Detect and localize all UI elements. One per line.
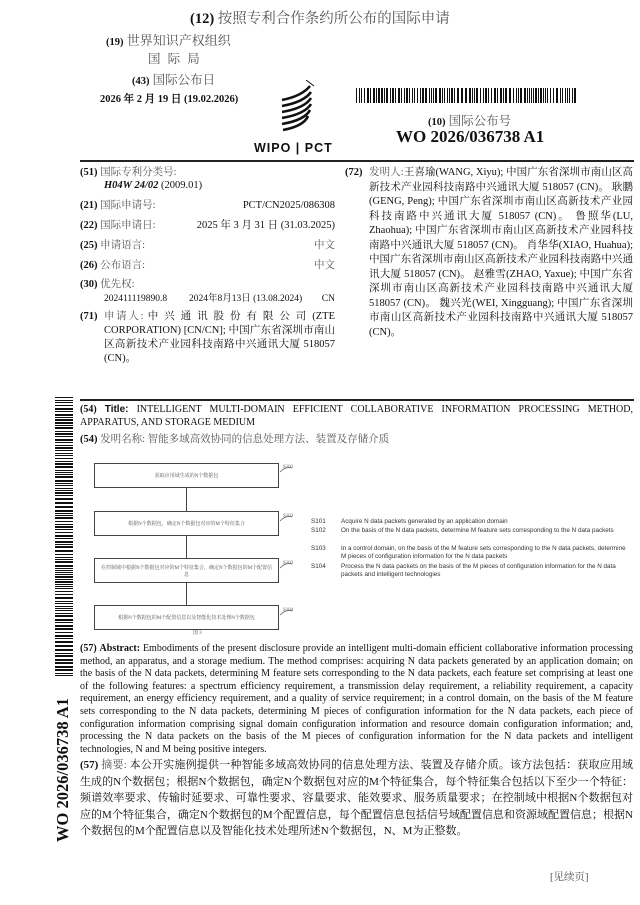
barcode-bar — [55, 655, 73, 657]
applicant-num: (71) — [80, 311, 98, 322]
barcode-bar — [395, 88, 396, 103]
barcode-bar — [451, 88, 453, 103]
barcode-bar — [422, 88, 424, 103]
barcode-bar — [533, 88, 534, 103]
barcode-bar — [55, 591, 73, 592]
flow-connectors — [270, 460, 310, 640]
publication-date-value: 2026 年 2 月 19 日 (19.02.2026) — [100, 94, 239, 105]
barcode-bar — [465, 88, 467, 103]
barcode-bar — [55, 666, 73, 668]
barcode-bar — [55, 427, 73, 429]
barcode-bar — [55, 485, 73, 486]
barcode-bar — [55, 419, 73, 421]
barcode-bar — [55, 574, 73, 575]
barcode-bar — [55, 466, 73, 468]
barcode-bar — [55, 397, 73, 398]
side-publication-number: WO 2026/036738 A1 — [53, 698, 72, 842]
barcode-bar — [469, 88, 471, 103]
barcode-bar — [55, 455, 73, 456]
header-divider — [80, 160, 634, 162]
barcode-bar — [429, 88, 430, 103]
barcode-bar — [524, 88, 526, 103]
applicant-text: 中 兴 通 讯 股 份 有 限 公 司 (ZTE CORPORATION) [CN/CN]; 中国广东省深圳市南山区高新技术产业园科技南路中兴通讯大厦 518057 (CN)。 — [104, 311, 336, 364]
barcode-bar — [531, 88, 532, 103]
barcode-bar — [55, 641, 73, 643]
barcode-bar — [367, 88, 369, 103]
barcode-bar — [55, 535, 73, 537]
organization-name: 世界知识产权组织 — [126, 33, 231, 48]
flow-arrow-2 — [186, 536, 187, 558]
barcode-bar — [55, 470, 73, 471]
applicant-label: 申请人: — [104, 311, 144, 322]
barcode-bar — [55, 606, 73, 607]
figure-legend — [311, 518, 631, 582]
inventors-num: (72) — [345, 167, 363, 178]
barcode-bar — [425, 88, 427, 103]
publication-language-label: 公布语言: — [100, 260, 146, 271]
title-cn-num: (54) — [80, 434, 98, 445]
barcode-bar — [55, 597, 73, 599]
barcode-bar — [55, 625, 73, 627]
legend-text: Process the N data packets on the basis of the M pieces of configuration information for the N data packets and intelligent technologies — [341, 563, 616, 578]
application-date-num: (22) — [80, 220, 98, 231]
barcode-bar — [55, 579, 73, 580]
abstract-english — [80, 643, 633, 756]
barcode-bar — [454, 88, 455, 103]
barcode-bar — [505, 88, 507, 103]
priority-label: 优先权: — [100, 279, 135, 290]
flow-label-s103: S103 — [283, 561, 294, 566]
barcode-bar — [55, 472, 73, 473]
flow-arrow-3 — [186, 583, 187, 605]
barcode-bar — [55, 538, 73, 539]
barcode-bar — [497, 88, 498, 103]
barcode-bar — [55, 405, 73, 406]
barcode-bar — [55, 603, 73, 604]
barcode-bar — [55, 532, 73, 533]
barcode-bar — [509, 88, 511, 103]
barcode-bar — [55, 411, 73, 412]
title-num: (54) — [80, 404, 97, 415]
wipo-logo — [254, 80, 368, 155]
title-cn-value: 智能多域高效协同的信息处理方法、装置及存储介质 — [147, 434, 390, 445]
priority-num: (30) — [80, 279, 98, 290]
barcode-bar — [55, 521, 73, 522]
figure-caption: 图 3 — [193, 631, 202, 636]
barcode-bar — [55, 550, 73, 552]
filing-language-num: (25) — [80, 240, 98, 251]
application-number-value: PCT/CN2025/086308 — [242, 200, 335, 211]
barcode-bar — [55, 622, 73, 623]
barcode-bar — [378, 88, 380, 103]
barcode-bar — [370, 88, 371, 103]
wipo-pct-text: WIPO | PCT — [254, 141, 333, 155]
barcode-bar — [562, 88, 563, 103]
title-en-label: Title: — [104, 404, 129, 415]
barcode-bar — [412, 88, 413, 103]
barcode-bar — [449, 88, 450, 103]
barcode-bar — [527, 88, 528, 103]
barcode-bar — [529, 88, 530, 103]
continued-note: [见续页] — [550, 872, 589, 883]
abstract-cn-text: 本公开实施例提供一种智能多域高效协同的信息处理方法、装置及存储介质。该方法包括：获取应用域生成的N个数据包；根据N个数据包，确定N个数据包对应的M个特征集合，每个特征集合包括以下至少一个特征：频谱效率要求、传输时延要求、可靠性要求、容量要求、能效要求、服务质量要求；在控制域中根据N个数据包对应的M个特征集合，确定N个数据包的M个配置信息，每个配置信息包括信号域配置信息和资源域配置信息；根据N个数据包的M个配置信息以及智能化技术处理所述N个数据包，N、M为正整数。 — [80, 759, 634, 837]
barcode-bar — [491, 88, 492, 103]
document-type-text: 按照专利合作条约所公布的国际申请 — [217, 11, 450, 27]
barcode-bar — [55, 445, 73, 446]
barcode-bar — [376, 88, 377, 103]
barcode-bar — [435, 88, 437, 103]
barcode-bar — [55, 588, 73, 589]
legend-text: Acquire N data packets generated by an application domain — [341, 518, 508, 525]
barcode-bar — [381, 88, 383, 103]
flow-box-s102: 根据N个数据包，确定N个数据包对应的M个特征集合 — [94, 511, 279, 536]
barcode-bar — [55, 669, 73, 671]
barcode-bar — [550, 88, 551, 103]
barcode-bar — [474, 88, 475, 103]
barcode-bar — [55, 586, 73, 587]
barcode-bar — [565, 88, 566, 103]
barcode-bar — [503, 88, 504, 103]
applicant-field — [80, 310, 335, 366]
filing-language-label: 申请语言: — [100, 240, 146, 251]
barcode-bar — [55, 601, 73, 602]
application-date-value: 2025 年 3 月 31 日 (31.03.2025) — [196, 220, 335, 231]
barcode-bar — [55, 576, 73, 578]
publication-date-number: (43) — [132, 76, 150, 87]
barcode-bar — [543, 88, 544, 103]
barcode-bar — [55, 476, 73, 478]
wipo-globe-icon — [280, 80, 320, 138]
barcode-bar — [55, 529, 73, 530]
filing-language-field — [80, 239, 335, 252]
barcode-bar — [560, 88, 561, 103]
barcode-bar — [390, 88, 391, 103]
barcode-bar — [55, 414, 73, 416]
barcode-bar — [55, 515, 73, 516]
publication-language-num: (26) — [80, 260, 98, 271]
legend-text: In a control domain, on the basis of the M feature sets corresponding to the N data packets, determine M pieces of configuration information for the N data packets — [341, 545, 626, 560]
inventors-label: 发明人: — [369, 167, 404, 178]
barcode-bar — [55, 422, 73, 424]
flow-box-s104: 根据N个数据包的M个配置信息以及智能化技术处理N个数据包 — [94, 605, 279, 630]
title-divider — [80, 399, 634, 401]
organization — [106, 30, 231, 49]
application-number-num: (21) — [80, 200, 98, 211]
abstract-en-label: Abstract: — [99, 643, 141, 654]
ipc-code: H04W 24/02 — [104, 180, 159, 191]
barcode-bar — [55, 524, 73, 525]
barcode-bar — [567, 88, 568, 103]
barcode-bar — [55, 474, 73, 475]
barcode-bar — [442, 88, 443, 103]
barcode-bar — [55, 431, 73, 432]
barcode-bar — [55, 628, 73, 630]
barcode-bar — [447, 88, 448, 103]
barcode-bar — [55, 417, 73, 418]
barcode-bar — [420, 88, 421, 103]
application-date-field — [80, 219, 335, 232]
barcode-bar — [55, 447, 73, 449]
side-barcode — [55, 397, 73, 680]
barcode-bar — [538, 88, 539, 103]
title-cn-label: 发明名称: — [100, 434, 146, 445]
abstract-en-text: Embodiments of the present disclosure provide an intelligent multi-domain efficient collaborative information processing method, an apparatus, and a storage medium. The method comprises: acquiring N data packets generated by an application domain; on the basis of the N data packets, determining M feature sets corresponding to the N data packets, each feature set comprising at least one of the following features: a spectrum efficiency requirement, a transmission delay requirement, a reliability requirement, a capacity requirement, an energy efficiency requirement, and a quality of service requirement; in a control domain, on the basis of the M feature sets corresponding to the N data packets, determining M pieces of configuration information for the N data packets, each piece of configuration information comprising signal domain configuration information and resource domain configuration information; and, processing the N data packets on the basis of the M pieces of configuration information for the N data packets and intelligent technologies, N and M being positive integers. — [80, 643, 633, 755]
barcode-bar — [414, 88, 415, 103]
barcode-bar — [55, 568, 73, 569]
barcode-bar — [55, 425, 73, 426]
barcode-bar — [55, 436, 73, 437]
barcode-bar — [55, 506, 73, 508]
barcode-bar — [406, 88, 408, 103]
priority-field — [80, 278, 335, 307]
application-date-label: 国际申请日: — [100, 220, 156, 231]
abstract-chinese — [80, 757, 633, 840]
barcode-bar — [55, 461, 73, 462]
barcode-bar — [483, 88, 484, 103]
barcode-bar — [55, 613, 73, 614]
barcode-bar — [55, 594, 73, 595]
barcode-bar — [55, 488, 73, 489]
barcode-bar — [485, 88, 487, 103]
barcode-bar — [55, 662, 73, 664]
abstract-num: (57) — [80, 643, 97, 654]
barcode-bar — [540, 88, 542, 103]
barcode-bar — [386, 88, 388, 103]
barcode-bar — [476, 88, 478, 103]
barcode-bar — [55, 544, 73, 545]
barcode-bar — [55, 675, 73, 676]
title-english — [80, 404, 633, 429]
barcode-bar — [55, 495, 73, 496]
barcode-bar — [55, 442, 73, 443]
barcode-bar — [55, 433, 73, 435]
ipc-label: 国际专利分类号: — [100, 167, 177, 178]
barcode-bar — [55, 635, 73, 637]
barcode-bar — [373, 88, 375, 103]
barcode-bar — [55, 570, 73, 571]
barcode-bar — [55, 561, 73, 563]
organization-sub: 国 际 局 — [148, 52, 202, 66]
barcode-bar — [392, 88, 394, 103]
document-type — [190, 7, 450, 28]
barcode-bar — [55, 502, 73, 504]
barcode-bar — [520, 88, 522, 103]
barcode-bar — [55, 673, 73, 674]
barcode-bar — [55, 554, 73, 555]
barcode-bar — [480, 88, 481, 103]
barcode-bar — [55, 638, 73, 639]
application-number-field — [80, 199, 335, 212]
barcode-bar — [55, 400, 73, 401]
barcode-bar — [55, 463, 73, 465]
flow-arrow-1 — [186, 488, 187, 511]
barcode-bar — [55, 402, 73, 403]
barcode-bar — [55, 645, 73, 647]
title-en-value: INTELLIGENT MULTI-DOMAIN EFFICIENT COLLABORATIVE INFORMATION PROCESSING METHOD, APPARATUS, AND STORAGE MEDIUM — [80, 404, 633, 428]
barcode-bar — [433, 88, 434, 103]
legend-code: S103 — [311, 545, 326, 552]
flow-label-s102: S102 — [283, 514, 294, 519]
ipc-year: (2009.01) — [160, 180, 203, 191]
publication-number-text: 国际公布号 — [448, 114, 512, 128]
barcode-bar — [361, 88, 362, 103]
legend-code: S102 — [311, 527, 326, 534]
barcode-bar — [547, 88, 548, 103]
barcode-bar — [359, 88, 360, 103]
barcode-bar — [55, 517, 73, 519]
barcode-bar — [461, 88, 463, 103]
barcode-bar — [55, 557, 73, 558]
barcode-bar — [431, 88, 432, 103]
barcode-bar — [55, 480, 73, 482]
barcode-bar — [457, 88, 459, 103]
barcode-bar — [556, 88, 558, 103]
barcode-bar — [55, 572, 73, 573]
document-type-number: (12) — [190, 11, 215, 27]
barcode-bar — [494, 88, 496, 103]
priority-date: 2024年8月13日 (13.08.2024) — [189, 294, 303, 304]
flow-box-s103: 在控制域中根据N个数据包对应的M个特征集合，确定N个数据包的M个配置信息 — [94, 558, 279, 583]
barcode-bar — [55, 653, 73, 654]
barcode-bar — [55, 615, 73, 617]
barcode-bar — [55, 584, 73, 585]
barcode-bar — [55, 492, 73, 494]
barcode-bar — [55, 498, 73, 500]
barcode-bar — [55, 610, 73, 611]
barcode-bar — [55, 581, 73, 583]
barcode-bar — [535, 88, 537, 103]
title-chinese — [80, 433, 633, 447]
barcode-bar — [409, 88, 410, 103]
application-number-label: 国际申请号: — [100, 200, 156, 211]
barcode-bar — [55, 439, 73, 441]
publication-number-value: WO 2026/036738 A1 — [396, 127, 545, 146]
barcode-bar — [55, 513, 73, 514]
ipc-number: (51) — [80, 167, 98, 178]
abstract-cn-label: 摘要: — [101, 759, 127, 771]
publication-date-text: 国际公布日 — [152, 73, 216, 87]
publication-language-value: 中文 — [314, 260, 335, 271]
barcode-bar — [439, 88, 441, 103]
barcode-bar — [417, 88, 418, 103]
barcode-bar — [364, 88, 365, 103]
priority-country: CN — [321, 294, 335, 304]
barcode-bar — [488, 88, 489, 103]
barcode-bar — [444, 88, 445, 103]
inventors-field — [345, 166, 633, 340]
barcode-bar — [55, 483, 73, 484]
publication-date-label — [132, 70, 215, 88]
flow-label-s104: S104 — [283, 608, 294, 613]
barcode-bar — [513, 88, 514, 103]
barcode-bar — [356, 88, 357, 103]
barcode-bar — [55, 632, 73, 633]
barcode-bar — [384, 88, 385, 103]
organization-number: (19) — [106, 37, 124, 48]
barcode-bar — [55, 559, 73, 560]
publication-barcode — [356, 88, 581, 103]
barcode-bar — [55, 608, 73, 609]
ipc-field — [80, 166, 335, 192]
flow-box-s101: 获取应用域生成的N个数据包 — [94, 463, 279, 488]
barcode-bar — [55, 565, 73, 567]
barcode-bar — [55, 450, 73, 451]
barcode-bar — [500, 88, 502, 103]
barcode-bar — [55, 546, 73, 548]
barcode-bar — [55, 526, 73, 528]
barcode-bar — [55, 510, 73, 512]
abstract-cn-num: (57) — [80, 759, 99, 771]
barcode-bar — [401, 88, 402, 103]
inventors-text: 王喜瑜(WANG, Xiyu); 中国广东省深圳市南山区高新技术产业园科技南路中兴通讯大厦 518057 (CN)。 耿鹏(GENG, Peng); 中国广东省深圳市南山区高新技术产业园科技南路中兴通讯大厦 518057 (CN)。 鲁照华(LU, Zhaohua); 中国广东省深圳市南山区高新技术产业园科技南路中兴通讯大厦 518057 (CN)。 肖华华(XIAO, Huahua); 中国广东省深圳市南山区高新技术产业园科技南路中兴通讯大厦 518057 (CN)。 赵雅雪(ZHAO, Yaxue); 中国广东省深圳市南山区高新技术产业园科技南路中兴通讯大厦 518057 (CN)。 魏兴光(WEI, Xingguang); 中国广东省深圳市南山区高新技术产业园科技南路中兴通讯大厦 518057 (CN)。 — [369, 167, 633, 338]
barcode-bar — [55, 659, 73, 661]
flow-label-s101: S101 — [283, 465, 294, 470]
barcode-bar — [518, 88, 519, 103]
barcode-bar — [472, 88, 473, 103]
barcode-bar — [516, 88, 517, 103]
publication-language-field — [80, 259, 335, 272]
filing-language-value: 中文 — [314, 240, 335, 251]
barcode-bar — [55, 408, 73, 410]
legend-text: On the basis of the N data packets, determine M feature sets corresponding to the N data packets — [341, 527, 614, 534]
barcode-bar — [404, 88, 405, 103]
barcode-bar — [572, 88, 573, 103]
priority-number: 202411119890.8 — [104, 294, 168, 304]
legend-code: S104 — [311, 563, 326, 570]
barcode-bar — [574, 88, 576, 103]
barcode-bar — [569, 88, 570, 103]
barcode-bar — [55, 458, 73, 459]
barcode-bar — [55, 619, 73, 621]
publication-number-num: (10) — [428, 117, 446, 128]
barcode-bar — [55, 649, 73, 651]
barcode-bar — [545, 88, 546, 103]
barcode-bar — [553, 88, 554, 103]
barcode-bar — [55, 453, 73, 454]
barcode-bar — [398, 88, 400, 103]
barcode-bar — [55, 490, 73, 491]
barcode-bar — [55, 541, 73, 543]
legend-code: S101 — [311, 518, 326, 525]
